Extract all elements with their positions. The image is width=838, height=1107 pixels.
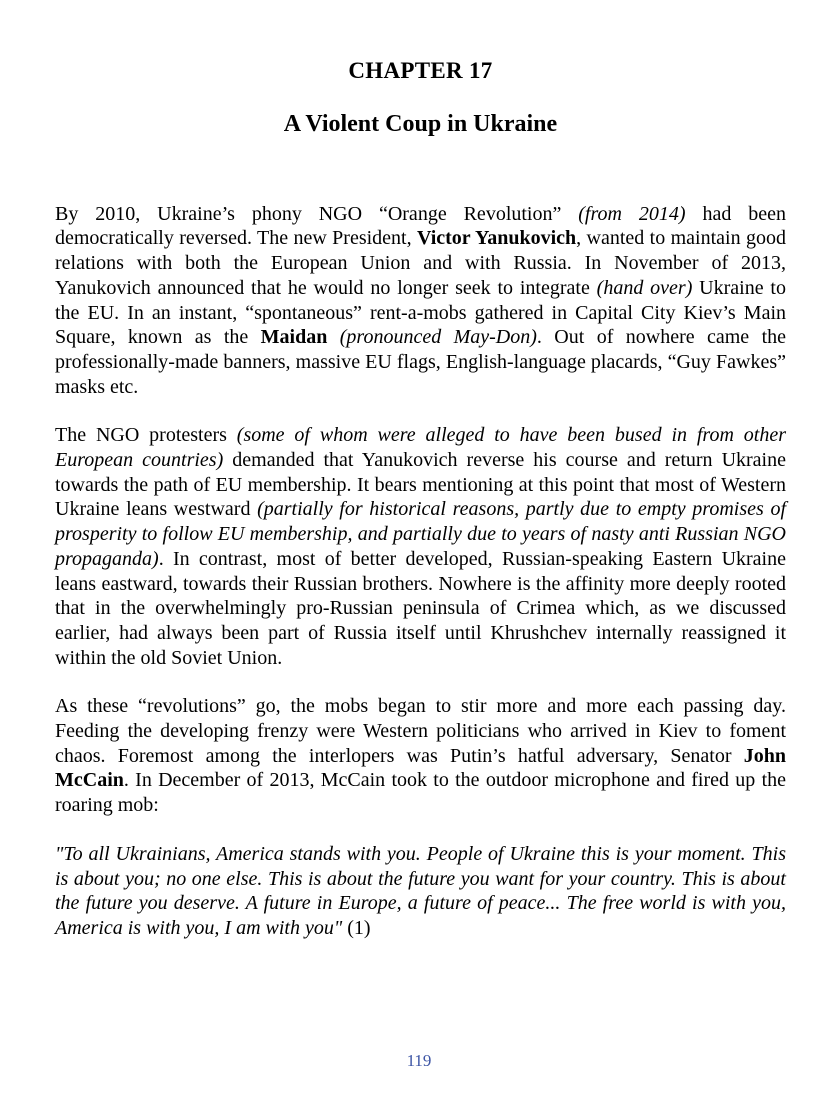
- page-footer: [0, 1052, 838, 1069]
- text-run-italic: (from 2014): [578, 202, 686, 225]
- text-run-italic: (some of whom were alleged to have been bused in from other European countries): [55, 424, 786, 472]
- chapter-title: A Violent Coup in Ukraine: [283, 111, 558, 138]
- paragraph-mccain-quote: [55, 842, 786, 941]
- text-run-italic: "To all Ukrainians, America stands with you. People of Ukraine this is your moment. This is about you; no one else. This is about the future you want for your country. This is about the future you deserve. A future in Europe, a future of peace... The free world is with you, America is with you, I am with you": [55, 842, 786, 939]
- text-run-normal: . In contrast, most of better developed, Russian-speaking Eastern Ukraine leans eastward, towards their Russian brothers. Nowhere is the affinity more deeply rooted that in the overwhelmingly pro-Russian peninsula of Crimea which, as we discussed earlier, had always been part of Russia itself until Khrushchev internally reassigned it within the old Soviet Union.: [55, 547, 786, 669]
- text-run-normal: , wanted to maintain good relations with both the European Union and with Russia. In November of 2013, Yanukovich announced that he would no longer seek to integrate: [55, 227, 786, 299]
- text-run-italic: (hand over): [596, 276, 693, 299]
- chapter-heading: CHAPTER 17: [348, 58, 493, 83]
- text-run-bold: John McCain: [55, 744, 786, 792]
- page-body: [55, 202, 786, 941]
- paragraph-orange-revolution: [55, 202, 786, 400]
- text-run-normal: demanded that Yanukovich reverse his course and return Ukraine towards the path of EU membership. It bears mentioning at this point that most of Western Ukraine leans westward: [55, 449, 786, 521]
- text-run-normal: [327, 326, 339, 348]
- text-run-bold: Victor Yanukovich: [417, 227, 577, 250]
- paragraph-ngo-protesters: [55, 423, 786, 670]
- text-run-normal: had been democratically reversed. The new President,: [55, 202, 786, 250]
- text-run-normal: . In December of 2013, McCain took to the outdoor microphone and fired up the roaring mob:: [55, 769, 786, 817]
- text-run-normal: Ukraine to the EU. In an instant, “spontaneous” rent-a-mobs gathered in Capital City Kiev’s Main Square, known as the: [55, 276, 786, 349]
- page-number: 119: [406, 1051, 432, 1070]
- text-run-bold: Maidan: [260, 326, 328, 349]
- text-run-normal: By 2010, Ukraine’s phony NGO “Orange Revolution”: [55, 202, 579, 225]
- text-run-italic: (partially for historical reasons, partly due to empty promises of prosperity to follow EU membership, and partially due to years of nasty anti Russian NGO propaganda): [55, 498, 786, 570]
- text-run-normal: . Out of nowhere came the professionally-made banners, massive EU flags, English-language placards, “Guy Fawkes” masks etc.: [55, 326, 787, 398]
- text-run-italic: (pronounced May-Don): [339, 326, 537, 349]
- text-run-normal: As these “revolutions” go, the mobs began to stir more and more each passing day. Feeding the developing frenzy were Western politicians who arrived in Kiev to foment chaos. Foremost among the interlopers was Putin’s hatful adversary, Senator: [55, 695, 786, 767]
- text-run-normal: The NGO protesters: [55, 424, 237, 447]
- paragraph-mccain: [55, 694, 786, 818]
- text-run-normal: (1): [347, 916, 371, 939]
